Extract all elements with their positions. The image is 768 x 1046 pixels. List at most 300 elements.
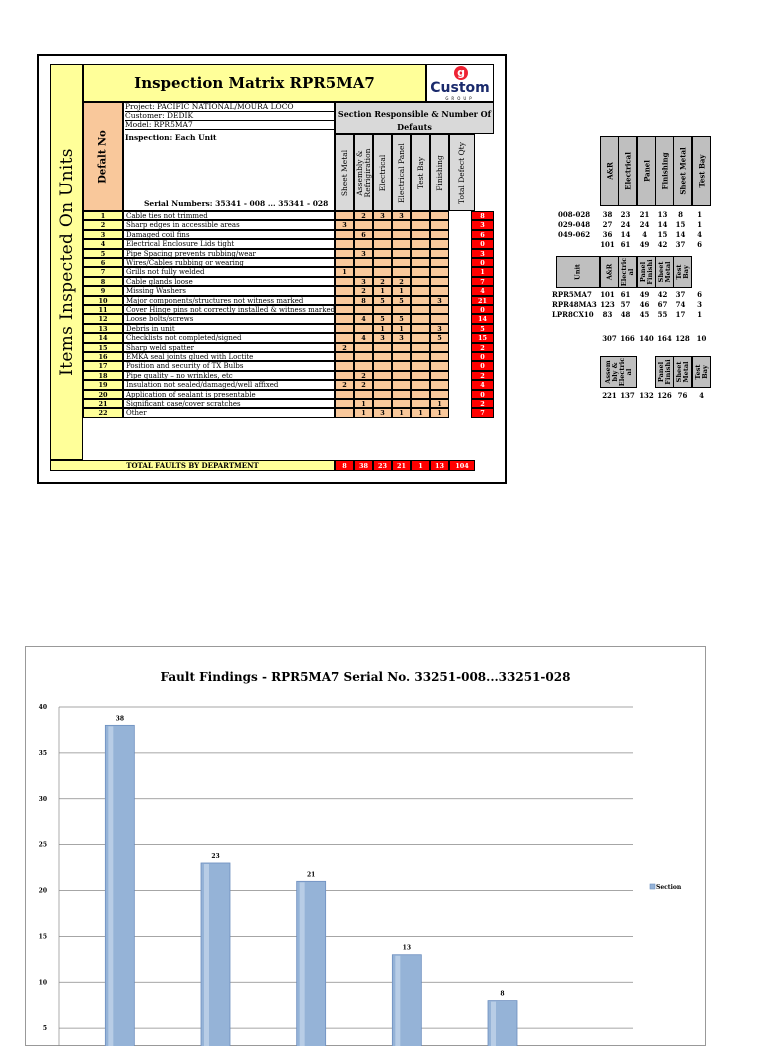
summary-header <box>673 356 692 388</box>
summary-total: 137 <box>620 391 635 400</box>
dept-count-cell: 1 <box>430 408 449 417</box>
summary-header-label: Unit <box>573 264 582 280</box>
dept-count-cell <box>335 408 354 417</box>
summary-total: 10 <box>696 334 707 343</box>
summary-header <box>655 356 674 388</box>
dept-count-cell <box>411 249 430 258</box>
summary-value: 36 <box>602 230 613 239</box>
defect-row <box>83 314 494 323</box>
summary-header-label: Panel <box>642 160 651 182</box>
department-total: 104 <box>449 460 475 471</box>
defect-description: Electrical Enclosure Lids tight <box>123 239 335 248</box>
dept-count-cell <box>411 267 430 276</box>
bar-highlight <box>300 882 305 1046</box>
defect-description: Loose bolts/screws <box>123 314 335 323</box>
defect-number: 9 <box>83 286 123 295</box>
dept-count-cell: 3 <box>354 277 373 286</box>
dept-count-cell <box>392 239 411 248</box>
defect-row <box>83 239 494 248</box>
dept-count-cell: 3 <box>354 249 373 258</box>
dept-header <box>411 134 430 211</box>
dept-count-cell <box>354 361 373 370</box>
summary-total: 132 <box>639 391 654 400</box>
dept-count-cell: 3 <box>373 408 392 417</box>
matrix-title: Inspection Matrix RPR5MA7 <box>83 64 426 102</box>
defect-description: Missing Washers <box>123 286 335 295</box>
dept-count-cell <box>411 314 430 323</box>
bar-highlight <box>204 864 209 1046</box>
summary-value: 14 <box>675 230 686 239</box>
department-total: 21 <box>392 460 411 471</box>
summary-header-label: Sheet Metal <box>674 361 690 383</box>
defect-number: 2 <box>83 220 123 229</box>
dept-header-label: Test Bay <box>415 156 425 189</box>
defect-row <box>83 296 494 305</box>
model-line: Model: RPR5MA7 <box>125 121 334 130</box>
summary-value: 8 <box>678 210 683 219</box>
dept-count-cell <box>373 258 392 267</box>
dept-count-cell: 2 <box>335 380 354 389</box>
dept-count-cell <box>411 399 430 408</box>
y-tick-label: 40 <box>38 704 47 711</box>
dept-count-cell <box>373 267 392 276</box>
custom-group-logo <box>426 64 494 102</box>
dept-count-cell <box>373 352 392 361</box>
dept-count-cell <box>430 380 449 389</box>
row-total: 15 <box>471 333 494 342</box>
summary-value: 6 <box>697 240 702 249</box>
dept-count-cell <box>335 211 354 220</box>
project-line: Project: PACIFIC NATIONAL/MOURA LOCO <box>125 103 334 112</box>
summary-total: 128 <box>675 334 690 343</box>
row-total: 4 <box>471 380 494 389</box>
summary-header-label: Electrical <box>623 152 632 190</box>
defect-row <box>83 305 494 314</box>
row-total: 14 <box>471 314 494 323</box>
dept-count-cell <box>430 267 449 276</box>
summary-value: 17 <box>675 310 686 319</box>
defect-row <box>83 333 494 342</box>
dept-count-cell <box>373 249 392 258</box>
dept-count-cell <box>411 211 430 220</box>
y-tick-label: 35 <box>38 749 47 757</box>
summary-row-label: 029-048 <box>558 220 591 229</box>
dept-header-label: Total Defect Qty <box>457 141 466 204</box>
defect-row <box>83 408 494 417</box>
data-label: 13 <box>402 944 412 952</box>
row-total: 4 <box>471 286 494 295</box>
row-total: 0 <box>471 305 494 314</box>
dept-count-cell <box>430 249 449 258</box>
dept-count-cell <box>411 220 430 229</box>
dept-count-cell <box>335 361 354 370</box>
dept-count-cell <box>411 361 430 370</box>
summary-value: 101 <box>600 240 615 249</box>
y-tick-label: 10 <box>38 979 47 987</box>
dept-count-cell: 5 <box>373 296 392 305</box>
summary-total: 126 <box>657 391 672 400</box>
dept-count-cell: 6 <box>354 230 373 239</box>
dept-count-cell: 4 <box>354 333 373 342</box>
summary-value: 1 <box>697 310 702 319</box>
row-total: 7 <box>471 408 494 417</box>
dept-count-cell: 2 <box>354 380 373 389</box>
y-tick-label: 25 <box>38 841 47 849</box>
dept-header-label: Finishing <box>434 154 444 191</box>
dept-count-cell <box>430 305 449 314</box>
dept-count-cell <box>392 371 411 380</box>
summary-header-label: Electric al <box>619 257 635 287</box>
dept-count-cell <box>354 258 373 267</box>
dept-count-cell <box>411 343 430 352</box>
summary-row-label: 049-062 <box>558 230 591 239</box>
dept-count-cell <box>411 230 430 239</box>
dept-count-cell <box>392 267 411 276</box>
dept-count-cell <box>335 258 354 267</box>
defect-description: Cable ties not trimmed <box>123 211 335 220</box>
dept-header <box>392 134 411 211</box>
dept-count-cell: 2 <box>392 277 411 286</box>
defect-row <box>83 286 494 295</box>
summary-header <box>618 256 637 288</box>
dept-count-cell: 1 <box>335 267 354 276</box>
dept-count-cell <box>335 333 354 342</box>
defect-number: 17 <box>83 361 123 370</box>
dept-count-cell <box>430 277 449 286</box>
dept-count-cell <box>430 314 449 323</box>
dept-count-cell: 1 <box>354 399 373 408</box>
dept-header <box>430 134 449 211</box>
dept-count-cell <box>430 352 449 361</box>
defect-no-header <box>83 102 123 211</box>
row-total: 21 <box>471 296 494 305</box>
dept-count-cell: 1 <box>392 408 411 417</box>
dept-count-cell <box>411 258 430 267</box>
dept-count-cell <box>392 380 411 389</box>
row-total: 8 <box>471 211 494 220</box>
summary-value: 55 <box>657 310 668 319</box>
defect-description: Other <box>123 408 335 417</box>
summary-value: 61 <box>620 240 631 249</box>
row-total: 1 <box>471 267 494 276</box>
dept-count-cell <box>373 230 392 239</box>
dept-count-cell <box>411 324 430 333</box>
summary-row-label: RPR48MA3 <box>552 300 597 309</box>
dept-count-cell <box>335 314 354 323</box>
dept-count-cell: 1 <box>430 399 449 408</box>
dept-count-cell <box>411 390 430 399</box>
summary-total: 4 <box>699 391 704 400</box>
defect-description: EMKA seal joints glued with Loctite <box>123 352 335 361</box>
data-label: 21 <box>306 871 316 879</box>
dept-count-cell <box>411 296 430 305</box>
dept-count-cell <box>430 286 449 295</box>
summary-header-label: Test Bay <box>697 154 706 188</box>
defect-description: Cable glands loose <box>123 277 335 286</box>
dept-count-cell <box>430 239 449 248</box>
dept-count-cell <box>354 267 373 276</box>
summary-total: 164 <box>657 334 672 343</box>
dept-count-cell <box>411 286 430 295</box>
summary-value: 48 <box>620 310 631 319</box>
dept-count-cell <box>335 230 354 239</box>
summary-total: 307 <box>602 334 617 343</box>
data-label: 38 <box>115 715 125 723</box>
defect-number: 11 <box>83 305 123 314</box>
summary-value: 57 <box>620 300 631 309</box>
chart-title: Fault Findings - RPR5MA7 Serial No. 33251-008...33251-028 <box>160 670 571 684</box>
dept-count-cell <box>392 352 411 361</box>
dept-count-cell <box>354 352 373 361</box>
dept-header <box>373 134 392 211</box>
summary-header-label: A&R <box>605 162 614 180</box>
defect-row <box>83 343 494 352</box>
dept-count-cell: 1 <box>392 286 411 295</box>
summary-header-label: Sheet Metal <box>678 147 687 195</box>
dept-count-cell <box>354 324 373 333</box>
dept-count-cell <box>335 239 354 248</box>
dept-count-cell <box>373 220 392 229</box>
totals-row <box>50 460 494 471</box>
dept-count-cell <box>430 390 449 399</box>
dept-header <box>335 134 354 211</box>
dept-count-cell <box>335 399 354 408</box>
row-total: 6 <box>471 230 494 239</box>
y-tick-label: 5 <box>42 1025 47 1033</box>
defect-number: 10 <box>83 296 123 305</box>
summary-value: 74 <box>675 300 686 309</box>
row-total: 0 <box>471 361 494 370</box>
defect-no-label: Defalt No <box>97 129 109 184</box>
defect-description: Significant case/cover scratches <box>123 399 335 408</box>
defect-number: 19 <box>83 380 123 389</box>
summary-value: 38 <box>602 210 613 219</box>
dept-count-cell: 1 <box>354 408 373 417</box>
row-total: 2 <box>471 343 494 352</box>
bar-highlight <box>108 726 113 1046</box>
dept-count-cell <box>392 399 411 408</box>
defect-number: 6 <box>83 258 123 267</box>
dept-count-cell: 5 <box>392 296 411 305</box>
summary-total: 221 <box>602 391 617 400</box>
dept-count-cell: 3 <box>373 211 392 220</box>
summary-header-label: Panel Finishi <box>656 359 672 385</box>
defect-description: Grills not fully welded <box>123 267 335 276</box>
dept-count-cell <box>373 371 392 380</box>
dept-count-cell <box>411 352 430 361</box>
defect-row <box>83 390 494 399</box>
section-header: Section Responsible & Number Of Defauts <box>335 102 494 134</box>
dept-header-label: Electrical Panel <box>396 142 406 203</box>
summary-header-label: Finishing <box>660 152 669 190</box>
summary-total: 76 <box>677 391 688 400</box>
dept-count-cell: 5 <box>392 314 411 323</box>
dept-count-cell <box>373 239 392 248</box>
summary-value: 15 <box>657 230 668 239</box>
summary-row-label: LPR8CX10 <box>552 310 594 319</box>
dept-count-cell <box>411 333 430 342</box>
dept-count-cell: 3 <box>430 296 449 305</box>
logo-mark-icon: g <box>454 66 468 80</box>
dept-count-cell <box>411 277 430 286</box>
summary-header <box>637 136 656 206</box>
defect-description: Insulation not sealed/damaged/well affixed <box>123 380 335 389</box>
defect-description: Checklists not completed/signed <box>123 333 335 342</box>
dept-count-cell: 1 <box>392 324 411 333</box>
dept-count-cell <box>411 239 430 248</box>
dept-count-cell <box>430 211 449 220</box>
defect-description: Sharp edges in accessible areas <box>123 220 335 229</box>
summary-value: 24 <box>639 220 650 229</box>
dept-count-cell: 3 <box>335 220 354 229</box>
dept-count-cell <box>430 371 449 380</box>
summary-value: 24 <box>620 220 631 229</box>
summary-value: 83 <box>602 310 613 319</box>
dept-count-cell <box>335 390 354 399</box>
dept-count-cell <box>392 305 411 314</box>
dept-count-cell <box>354 239 373 248</box>
y-tick-label: 20 <box>38 887 47 895</box>
summary-header <box>556 256 600 288</box>
dept-count-cell <box>335 324 354 333</box>
defect-number: 3 <box>83 230 123 239</box>
dept-count-cell: 1 <box>373 324 392 333</box>
summary-value: 6 <box>697 290 702 299</box>
defect-number: 22 <box>83 408 123 417</box>
bar-highlight <box>395 956 400 1046</box>
summary-value: 67 <box>657 300 668 309</box>
summary-header <box>600 256 619 288</box>
bar-chart <box>25 646 706 1033</box>
dept-count-cell <box>335 371 354 380</box>
dept-count-cell: 3 <box>392 333 411 342</box>
defect-description: Wires/Cables rubbing or wearing <box>123 258 335 267</box>
row-total: 3 <box>471 220 494 229</box>
row-total: 2 <box>471 371 494 380</box>
department-total: 23 <box>373 460 392 471</box>
summary-value: 49 <box>639 240 650 249</box>
summary-value: 45 <box>639 310 650 319</box>
dept-count-cell <box>430 220 449 229</box>
row-total: 2 <box>471 399 494 408</box>
dept-count-cell: 3 <box>392 211 411 220</box>
dept-count-cell <box>430 343 449 352</box>
summary-header <box>600 136 619 206</box>
defect-row <box>83 249 494 258</box>
data-label: 23 <box>211 852 220 860</box>
dept-count-cell <box>373 305 392 314</box>
dept-header-label: Electrical <box>377 154 387 191</box>
dept-count-cell: 2 <box>335 343 354 352</box>
summary-value: 49 <box>639 290 650 299</box>
defect-description: Sharp weld spatter <box>123 343 335 352</box>
dept-count-cell: 2 <box>354 286 373 295</box>
dept-count-cell <box>392 258 411 267</box>
y-tick-label: 30 <box>38 795 47 803</box>
defect-number: 15 <box>83 343 123 352</box>
department-total: 38 <box>354 460 373 471</box>
department-total: 8 <box>335 460 354 471</box>
defect-description: Damaged coil fins <box>123 230 335 239</box>
summary-value: 123 <box>600 300 615 309</box>
dept-count-cell: 2 <box>373 277 392 286</box>
customer-line: Customer: DEDIK <box>125 112 334 121</box>
dept-count-cell <box>392 343 411 352</box>
y-tick-label: 15 <box>38 933 47 941</box>
dept-count-cell <box>335 352 354 361</box>
defect-description: Pipe Spacing prevents rubbing/wear <box>123 249 335 258</box>
defect-number: 16 <box>83 352 123 361</box>
dept-header-label: Sheet Metal <box>339 149 349 196</box>
bar-highlight <box>491 1002 496 1046</box>
dept-count-cell: 1 <box>411 408 430 417</box>
data-label: 8 <box>500 990 505 998</box>
dept-count-cell: 5 <box>430 333 449 342</box>
defect-number: 21 <box>83 399 123 408</box>
summary-value: 21 <box>639 210 650 219</box>
dept-header <box>354 134 373 211</box>
defect-row <box>83 324 494 333</box>
summary-header <box>637 256 656 288</box>
dept-count-cell <box>411 380 430 389</box>
logo-word: Custom <box>430 80 490 96</box>
summary-header-label: Test Bay <box>693 364 709 380</box>
dept-count-cell: 2 <box>354 211 373 220</box>
dept-count-cell <box>392 249 411 258</box>
summary-row-label: 008-028 <box>558 210 591 219</box>
dept-count-cell <box>354 305 373 314</box>
summary-value: 15 <box>675 220 686 229</box>
logo-group: GROUP <box>445 96 475 101</box>
defect-number: 1 <box>83 211 123 220</box>
defect-row <box>83 361 494 370</box>
dept-count-cell: 5 <box>373 314 392 323</box>
defect-row <box>83 371 494 380</box>
dept-count-cell: 4 <box>354 314 373 323</box>
summary-header-label: Test Bay <box>674 264 690 280</box>
summary-header <box>618 136 637 206</box>
dept-count-cell <box>335 296 354 305</box>
summary-header-label: Sheet Metal <box>656 261 672 283</box>
summary-header-label: A&R <box>605 263 613 281</box>
defect-description: Application of sealant is presentable <box>123 390 335 399</box>
dept-count-cell <box>411 305 430 314</box>
serial-numbers: Serial Numbers: 35341 - 008 ... 35341 - 028 <box>144 199 329 208</box>
dept-count-cell <box>354 390 373 399</box>
defect-row <box>83 277 494 286</box>
dept-count-cell <box>354 343 373 352</box>
dept-count-cell <box>392 230 411 239</box>
summary-value: 23 <box>620 210 631 219</box>
legend-label: Section <box>656 884 682 891</box>
summary-value: 1 <box>697 220 702 229</box>
dept-count-cell: 3 <box>373 333 392 342</box>
summary-row-label: RPR5MA7 <box>552 290 592 299</box>
row-total: 5 <box>471 324 494 333</box>
dept-count-cell <box>373 399 392 408</box>
summary-total: 140 <box>639 334 654 343</box>
dept-count-cell: 1 <box>373 286 392 295</box>
dept-count-cell <box>335 277 354 286</box>
dept-count-cell <box>392 220 411 229</box>
defect-number: 20 <box>83 390 123 399</box>
summary-value: 4 <box>697 230 702 239</box>
dept-count-cell <box>373 361 392 370</box>
summary-header-label: Assem bly & Electric al <box>603 357 633 387</box>
dept-count-cell: 2 <box>354 371 373 380</box>
dept-header-label: Assembly & Refrigiration <box>354 148 372 197</box>
defect-number: 5 <box>83 249 123 258</box>
